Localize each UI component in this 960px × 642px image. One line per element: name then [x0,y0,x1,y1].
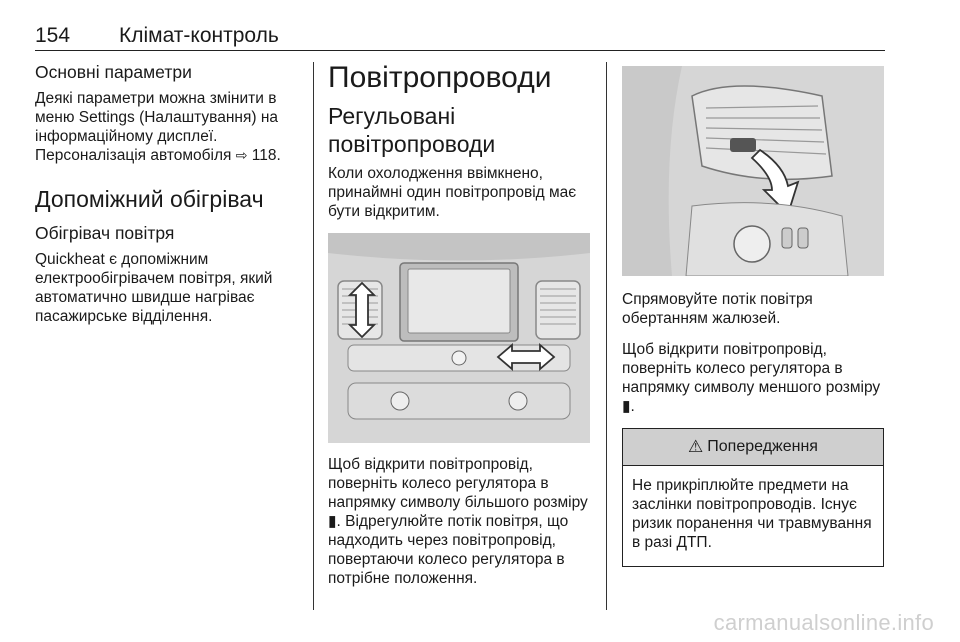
page-number: 154 [35,24,71,47]
heading-auxiliary-heater: Допоміжний обігрівач [35,186,264,212]
dashboard-vents-illustration [328,233,590,443]
chapter-title: Клімат-контроль [119,24,279,47]
paragraph-vent-intro: Коли охолодження ввімкнено, принаймні один повітропровід має бути відкритим. [328,165,577,220]
heading-adjustable-2: повітропроводи [328,131,496,157]
column-2 [328,62,590,600]
column-divider-2 [606,62,607,610]
side-vent-illustration [622,66,884,276]
paragraph-open-vent-large: Щоб відкрити повітропровід, поверніть колесо регулятора в напрямку символу більшого розміру ▮. Відрегулюйте потік повітря, що надходить через повітропровід, повертаючи колесо регулятора в потрібне положення. [328,456,588,587]
warning-title: Попередження [707,438,818,455]
page-reference-link[interactable]: 118. [251,147,281,164]
column-3 [622,66,884,567]
heading-adjustable-1: Регульовані [328,103,456,129]
warning-triangle-icon: ⚠ [688,437,704,456]
paragraph-direct-airflow: Спрямовуйте потік повітря обертанням жалюзей. [622,291,813,327]
paragraph-personalization [35,146,297,165]
heading-basic-settings: Основні параметри [35,62,192,82]
page-reference-icon: ⇨ [235,147,248,163]
column-1 [35,62,297,338]
heading-air-heater: Обігрівач повітря [35,223,175,243]
warning-text: Не прикріплюйте предмети на заслінки повітропроводів. Існує ризик поранення чи травмування в разі ДТП. [632,477,872,551]
heading-air-vents: Повітропроводи [328,61,552,94]
paragraph-air-heater: Quickheat є допоміжним електрообігрівачем повітря, який автоматично швидше нагріває пасажирське відділення. [35,251,273,325]
paragraph-open-vent-small: Щоб відкрити повітропровід, поверніть колесо регулятора в напрямку символу меншого розміру ▮. [622,341,881,415]
column-divider-1 [313,62,314,610]
personalization-text: Персоналізація автомобіля [35,147,232,164]
watermark: carmanualsonline.info [713,610,934,635]
paragraph-basic-settings: Деякі параметри можна змінити в меню Settings (Налаштування) на інформаційному дисплеї. [35,90,279,145]
warning-header [623,429,883,466]
warning-box [622,428,884,567]
page-header [35,20,885,51]
